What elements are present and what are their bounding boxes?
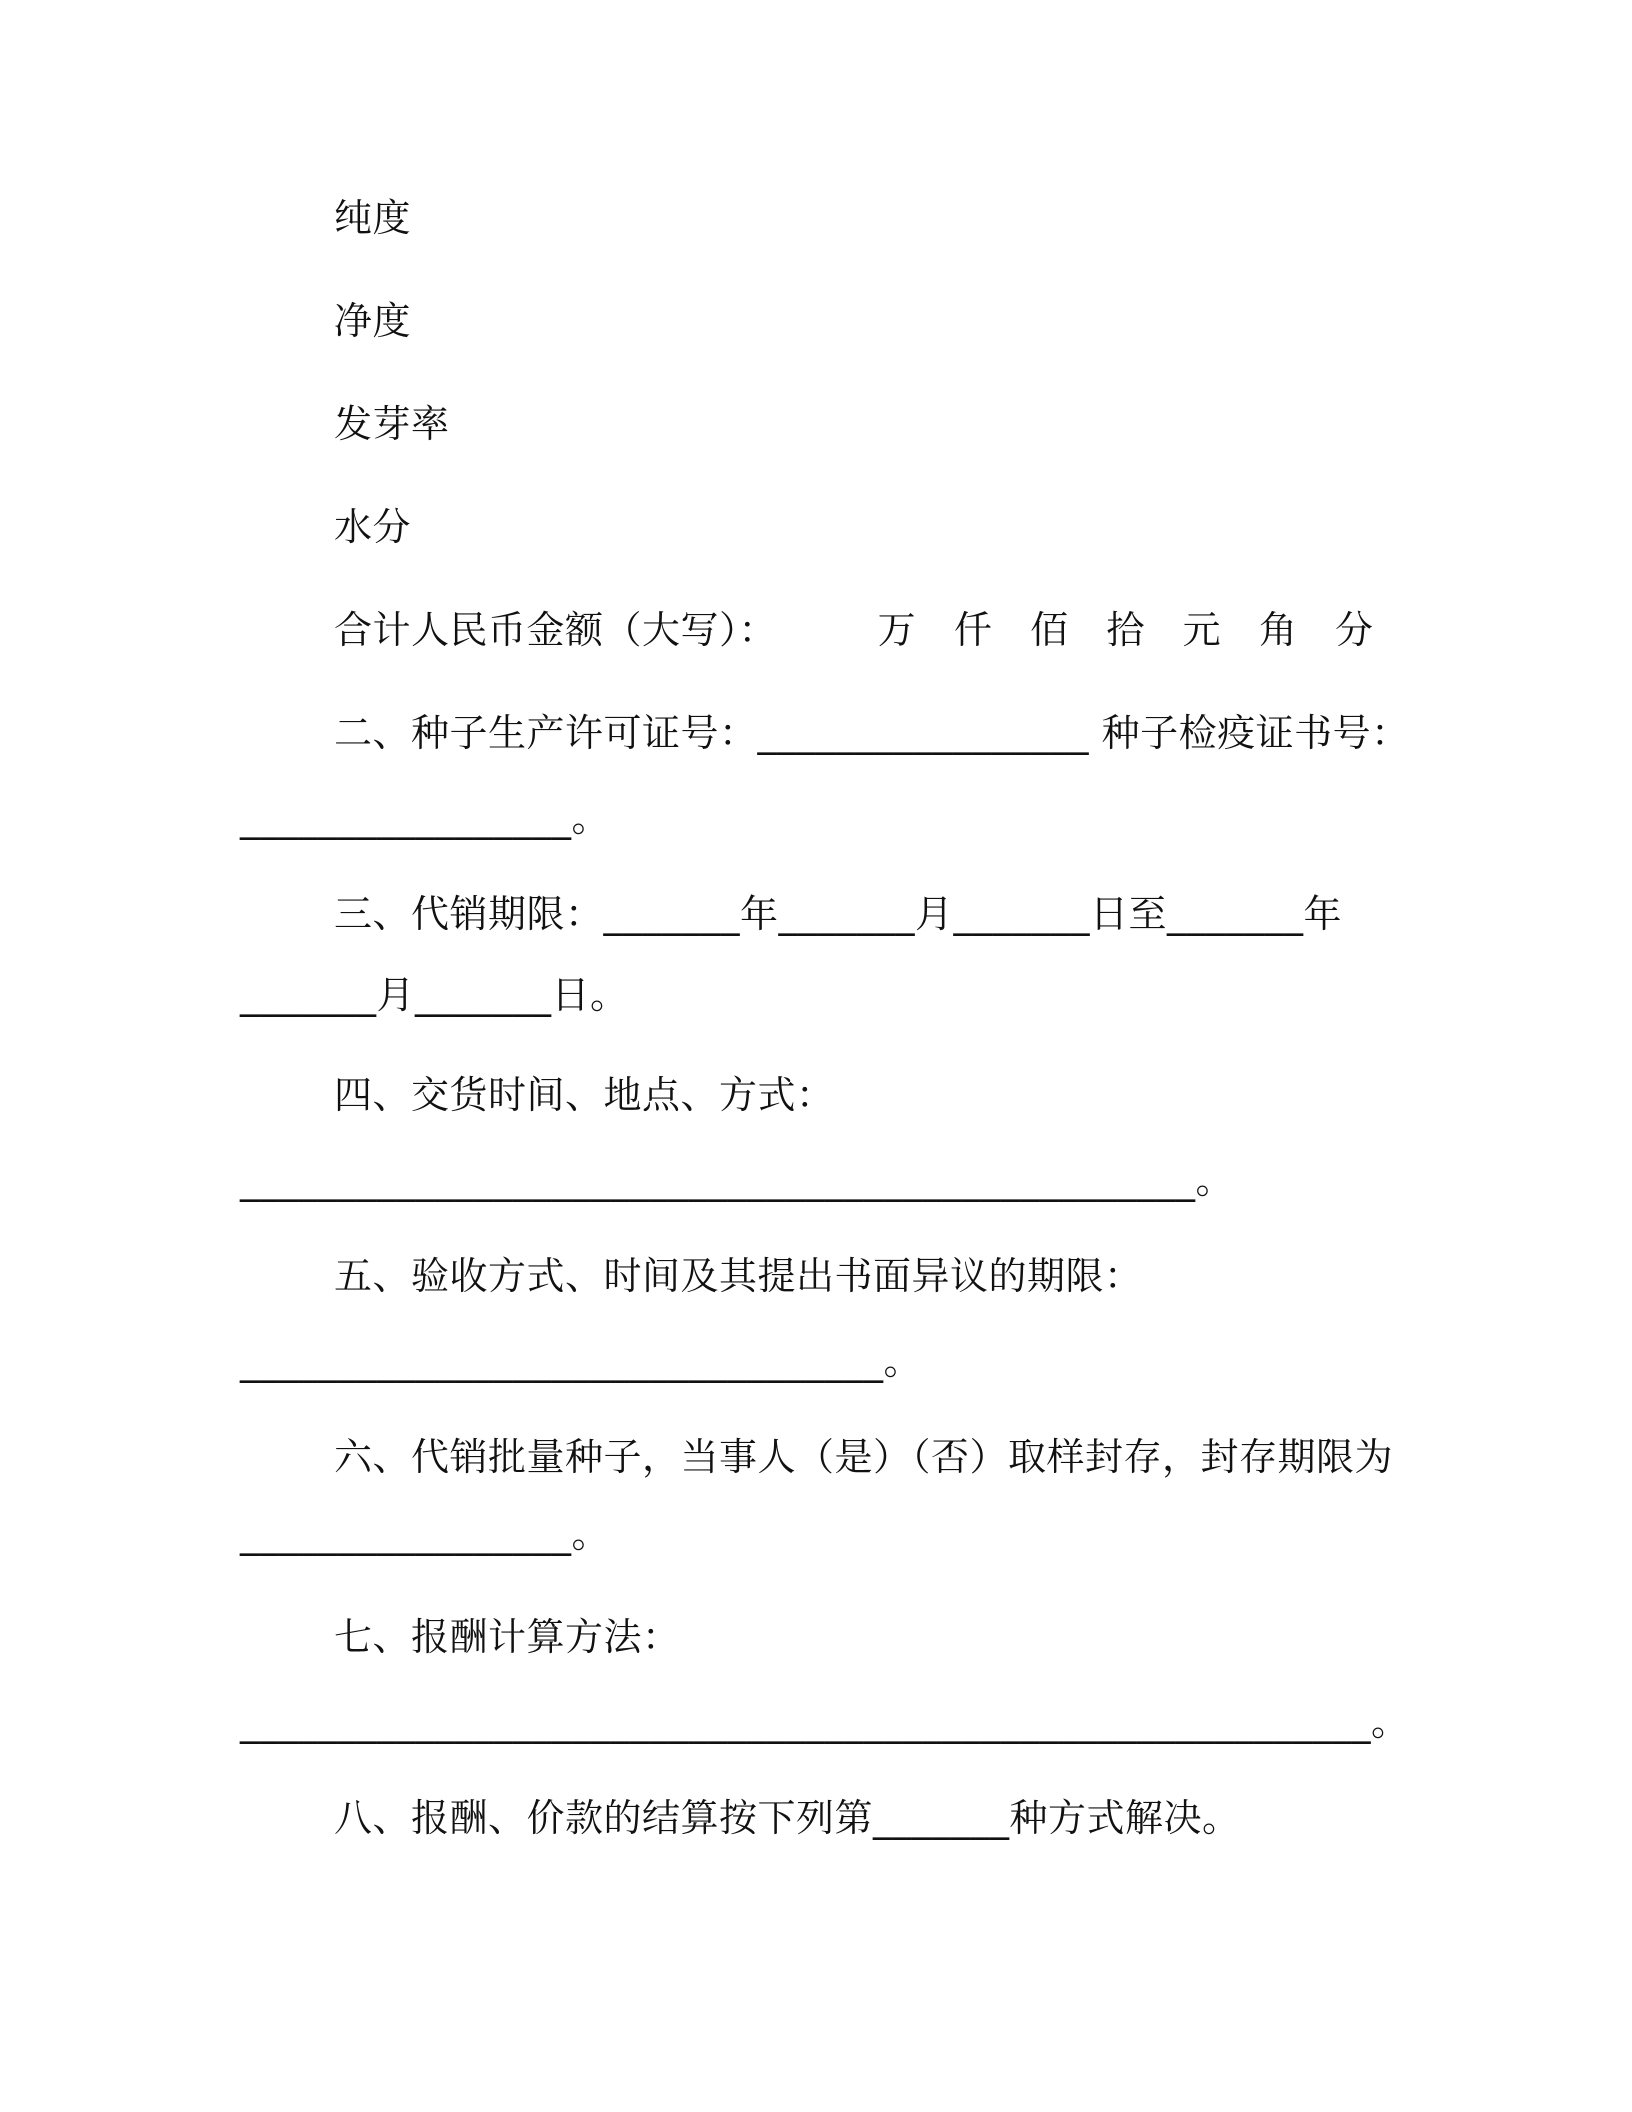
clause-3-continuation: _______月_______日。 bbox=[240, 973, 629, 1017]
clause-6-continuation: _________________。 bbox=[240, 1512, 611, 1556]
clause-4-heading: 四、交货时间、地点、方式： bbox=[334, 1073, 835, 1117]
clause-5-heading: 五、验收方式、时间及其提出书面异议的期限： bbox=[334, 1254, 1143, 1298]
clause-2-continuation: _________________。 bbox=[240, 796, 611, 840]
clause-3-period-line: 三、代销期限：_______年_______月_______日至_______年 bbox=[334, 892, 1343, 936]
clause-8-line: 八、报酬、价款的结算按下列第_______种方式解决。 bbox=[334, 1796, 1241, 1840]
clause-7-blank: __________________________________________________________。 bbox=[240, 1700, 1410, 1744]
purity-label: 纯度 bbox=[334, 196, 412, 240]
cleanliness-label: 净度 bbox=[334, 299, 412, 343]
clause-6-line: 六、代销批量种子，当事人（是）（否）取样封存，封存期限为 bbox=[334, 1435, 1394, 1479]
total-amount-line: 合计人民币金额（大写）： 万 仟 佰 拾 元 角 分 bbox=[334, 608, 1374, 652]
clause-7-heading: 七、报酬计算方法： bbox=[334, 1615, 681, 1659]
clause-2-license-line: 二、种子生产许可证号：_________________ 种子检疫证书号： bbox=[334, 711, 1410, 755]
germination-rate-label: 发芽率 bbox=[334, 402, 450, 446]
moisture-label: 水分 bbox=[334, 505, 412, 549]
clause-5-blank: _________________________________。 bbox=[240, 1339, 923, 1383]
clause-4-blank: _________________________________________________。 bbox=[240, 1158, 1235, 1202]
